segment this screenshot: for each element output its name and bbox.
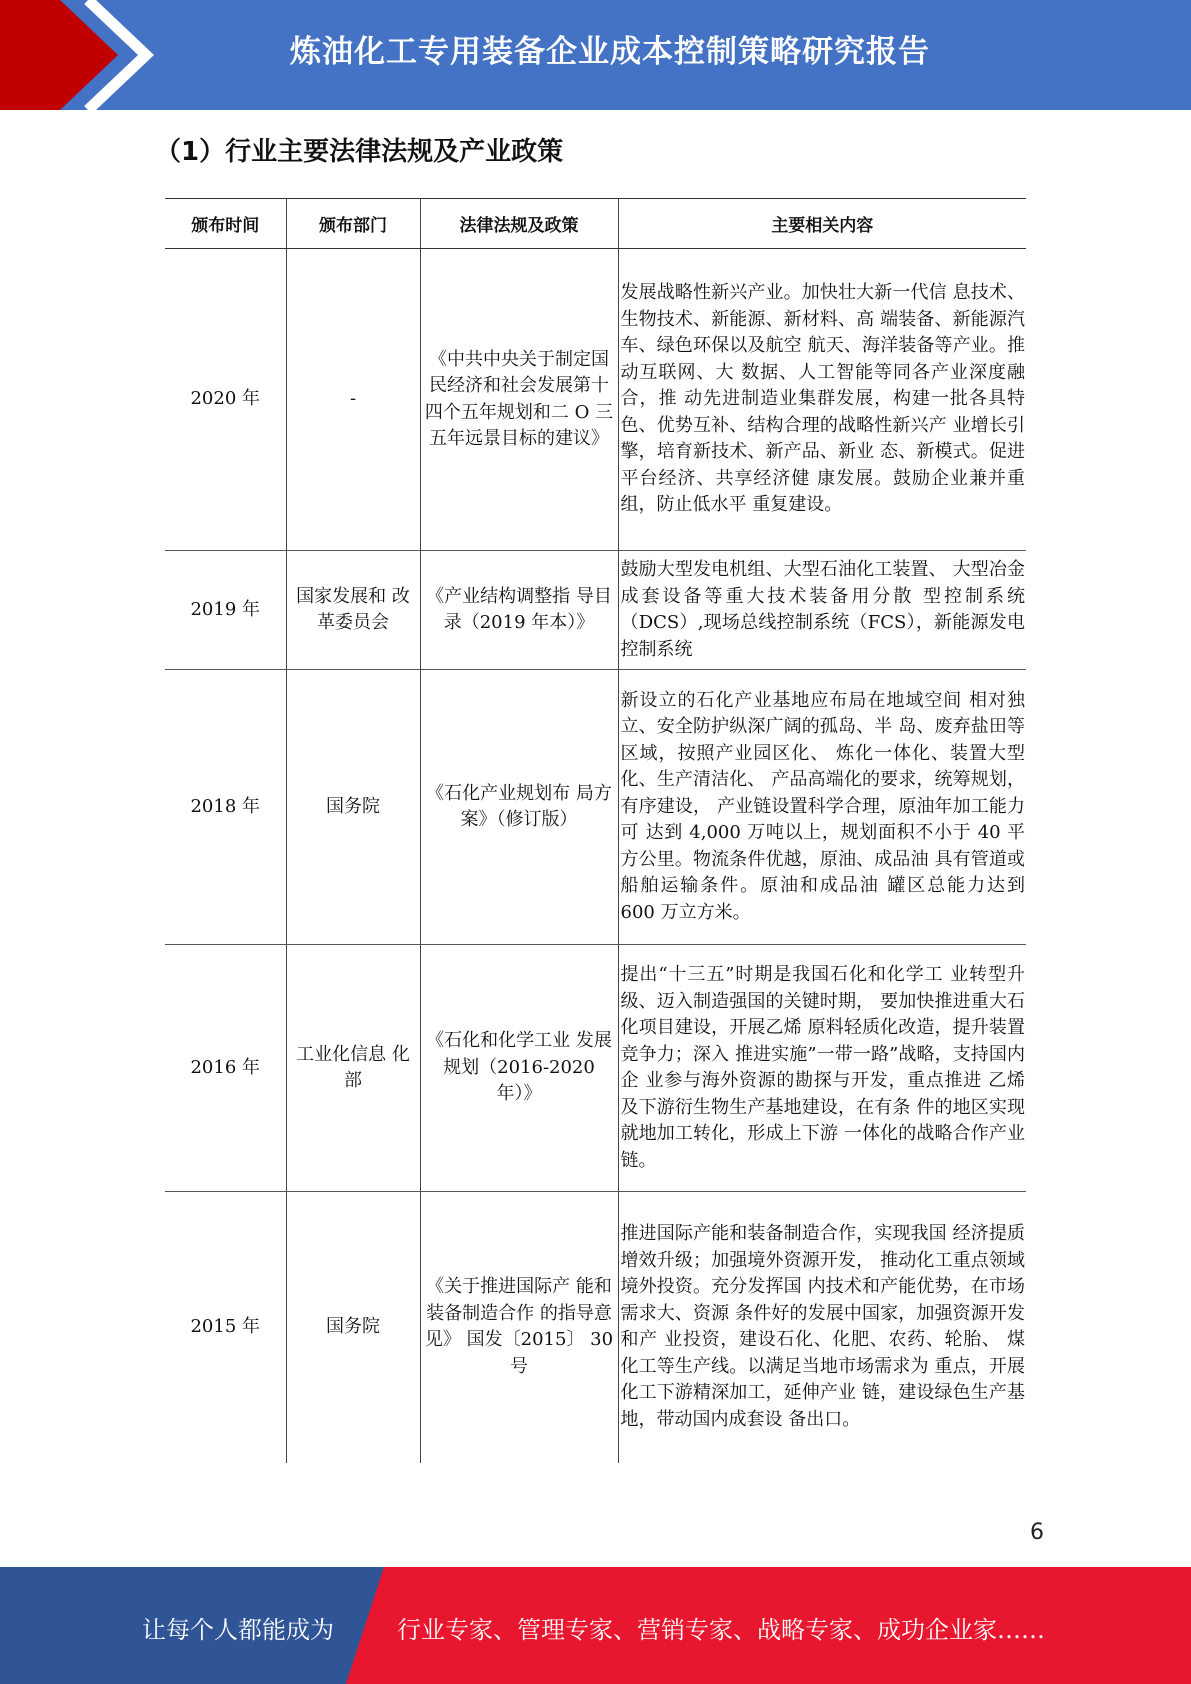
table-row [165,670,1026,945]
footer-banner [0,1567,1191,1684]
row-content: 新设立的石化产业基地应布局在地域空间 相对独立、安全防护纵深广阔的孤岛、半 岛、废弃盐田等区域，按照产业园区化、 炼化一体化、装置大型化、生产清洁化、 产品高端化的要求，统筹规划，有序建设， 产业链设置科学合理，原油年加工能力可 达到 4,000 万吨以上，规划面积不小于 40 平方公里。物流条件优越，原油、成品油 具有管道或船舶运输条件。原油和成品油 罐区总能力达到 600 万立方米。 [618,670,1026,945]
row-policy: 《产业结构调整指 导目录（2019 年本）》 [420,551,618,670]
header-content: 主要相关内容 [618,199,1026,249]
row-department: 国务院 [286,670,420,945]
row-year: 2019 年 [165,551,286,670]
row-policy: 《关于推进国际产 能和装备制造合作 的指导意见》 国发〔2015〕 30 号 [420,1192,618,1463]
row-year: 2016 年 [165,945,286,1192]
row-year: 2015 年 [190,1316,261,1337]
report-title: 炼油化工专用装备企业成本控制策略研究报告 [290,34,930,70]
row-content: 提出“十三五”时期是我国石化和化学工 业转型升级、迈入制造强国的关键时期， 要加快推进重大石化项目建设，开展乙烯 原料轻质化改造，提升装置竞争力；深入 推进实施”一带一路”战略，支持国内企 业参与海外资源的勘探与开发，重点推进 乙烯及下游衍生物生产基地建设，在有条 件的地区实现就地加工转化，形成上下游 一体化的战略合作产业链。 [618,945,1026,1192]
row-policy: 《石化产业规划布 局方案》（修订版） [420,670,618,945]
row-department: - [286,249,420,551]
row-content: 发展战略性新兴产业。加快壮大新一代信 息技术、生物技术、新能源、新材料、高 端装备、新能源汽车、绿色环保以及航空 航天、海洋装备等产业。推动互联网、大 数据、人工智能等同各产业深度融合，推 动先进制造业集群发展，构建一批各具特 色、优势互补、结构合理的战略性新兴产 业增长引擎，培育新技术、新产品、新业 态、新模式。促进平台经济、共享经济健 康发展。鼓励企业兼并重组，防止低水平 重复建设。 [618,249,1026,551]
row-content: 鼓励大型发电机组、大型石油化工装置、 大型冶金成套设备等重大技术装备用分散 型控制系统（DCS）,现场总线控制系统（FCS），新能源发电控制系统 [618,551,1026,670]
section-title: （1）行业主要法律法规及产业政策 [155,137,564,167]
table-row [165,945,1026,1192]
row-year: 2020 年 [165,249,286,551]
footer-slogan-right: 行业专家、管理专家、营销专家、战略专家、成功企业家…… [397,1616,1045,1644]
table-header-row [165,199,1026,249]
row-department: 工业化信息 化部 [286,945,420,1192]
row-department: 国务院 [286,1192,420,1463]
row-policy: 《石化和化学工业 发展规划（2016-2020 年）》 [420,945,618,1192]
table-row [165,249,1026,551]
row-policy: 《中共中央关于制定国民经济和社会发展第十四个五年规划和二 O 三五年远景目标的建议》 [420,249,618,551]
header-banner [0,0,1191,110]
page-number: 6 [1030,1520,1044,1545]
header-policy: 法律法规及政策 [420,199,618,249]
table-row [165,551,1026,670]
row-department: 国家发展和 改革委员会 [286,551,420,670]
row-year: 2018 年 [165,670,286,945]
table-row [165,1192,1026,1463]
header-year: 颁布时间 [165,199,286,249]
footer-slogan-left: 让每个人都能成为 [142,1616,334,1644]
row-content: 推进国际产能和装备制造合作，实现我国 经济提质增效升级；加强境外资源开发， 推动化工重点领域境外投资。充分发挥国 内技术和产能优势，在市场需求大、资源 条件好的发展中国家，加强资源开发和产 业投资，建设石化、化肥、农药、轮胎、 煤化工等生产线。以满足当地市场需求为 重点，开展化工下游精深加工，延伸产业 链，建设绿色生产基地，带动国内成套设 备出口。 [618,1192,1026,1463]
header-department: 颁布部门 [286,199,420,249]
policy-table [165,198,1026,1463]
